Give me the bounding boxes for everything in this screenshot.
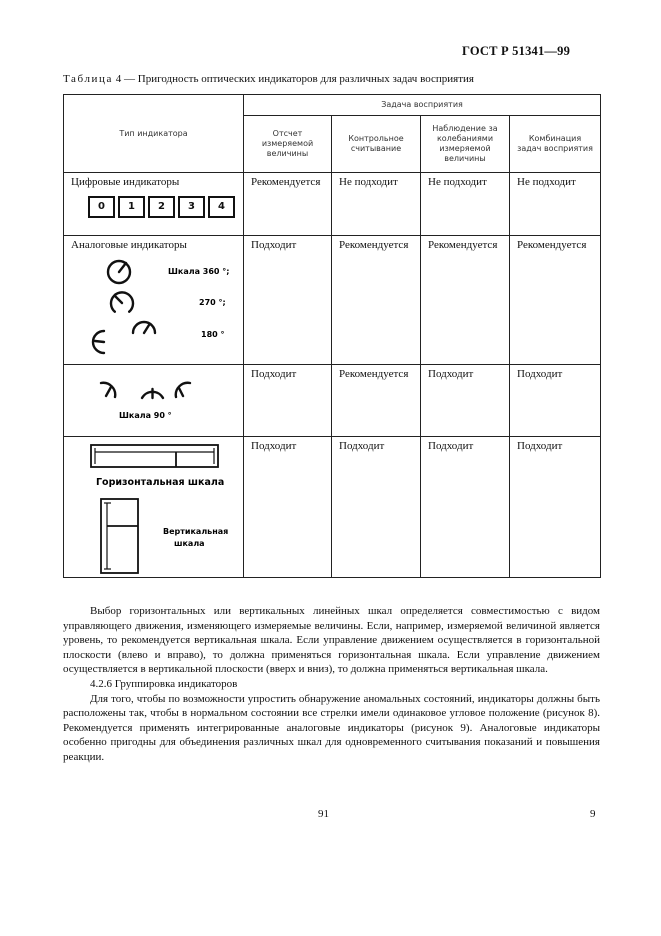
page-number-center: 91 <box>318 808 329 820</box>
col-header-task-4: Комбинация задач восприятия <box>510 116 601 173</box>
value-cell: Рекомендуется <box>510 236 601 365</box>
value-cell: Рекомендуется <box>332 365 421 437</box>
scale-180-label: 180 ° <box>201 330 225 339</box>
paragraph-grouping: Для того, чтобы по возможности упростить обнаружение аномальных состояний, индикаторы должны быть расположены так, чтобы в нормальном состоянии все стрелки имели одинаковое угловое положение (рисунок 8). Рекомендуется применять интегрированные аналоговые индикаторы (рисунок 9). Аналоговые индикаторы особенно пригодны для объединения различных шкал для одновременного считывания показаний и повышения реакции. <box>63 692 600 763</box>
digit-box: 4 <box>208 196 235 218</box>
section-heading: 4.2.6 Группировка индикаторов <box>90 677 238 690</box>
value-cell: Подходит <box>421 437 510 578</box>
value-cell: Не подходит <box>332 173 421 236</box>
value-cell: Подходит <box>421 365 510 437</box>
value-cell: Рекомендуется <box>244 173 332 236</box>
digit-box: 1 <box>118 196 145 218</box>
vertical-scale-label-line2: шкала <box>174 539 205 548</box>
value-cell: Не подходит <box>421 173 510 236</box>
value-cell: Подходит <box>510 365 601 437</box>
col-header-task: Задача восприятия <box>244 95 601 116</box>
value-cell: Рекомендуется <box>332 236 421 365</box>
dial-180-top-icon <box>133 322 155 333</box>
digit-box: 2 <box>148 196 175 218</box>
value-cell: Подходит <box>244 437 332 578</box>
vertical-scale-icon <box>101 499 138 573</box>
value-cell: Подходит <box>244 236 332 365</box>
body-text <box>63 604 600 765</box>
row-label-digital: Цифровые индикаторы <box>71 176 180 188</box>
digit-box: 0 <box>88 196 115 218</box>
col-header-task-3: Наблюдение за колебаниями измеряемой величины <box>421 116 510 173</box>
table-row <box>64 365 601 437</box>
vertical-scale-label-line1: Вертикальная <box>163 527 229 536</box>
dials-90-illustration <box>64 365 244 435</box>
row-label-analog: Аналоговые индикаторы <box>71 239 187 251</box>
indicator-cell-digital <box>64 173 244 236</box>
dial-90-c-icon <box>176 383 190 397</box>
digital-display-illustration <box>88 196 243 218</box>
dial-270-icon <box>111 292 133 311</box>
scale-90-label: Шкала 90 ° <box>119 411 172 420</box>
digit-box: 3 <box>178 196 205 218</box>
dial-360-icon <box>108 261 130 283</box>
indicator-cell-analog <box>64 236 244 365</box>
dial-90-a-icon <box>101 383 115 397</box>
suitability-table <box>63 94 601 578</box>
horizontal-scale-label: Горизонтальная шкала <box>96 477 225 488</box>
col-header-type: Тип индикатора <box>64 95 244 173</box>
linear-scales-illustration <box>64 437 244 577</box>
table-caption <box>63 73 474 85</box>
scale-360-label: Шкала 360 °; <box>168 267 230 276</box>
value-cell: Подходит <box>510 437 601 578</box>
paragraph-scales: Выбор горизонтальных или вертикальных линейных шкал определяется совместимостью с видом управляющего движения, изменяющего измеряемые величины. Если, например, измеряемой величиной является уровень, то рекомендуется вертикальная шкала. Если управление движением осуществляется в горизонтальной плоскости (влево и вправо), то должна применяться горизонтальная шкала. Если управление движением осуществляется в вертикальной плоскости (вверх и вниз), то должна применяться вертикальная шкала. <box>63 605 600 676</box>
col-header-task-1: Отсчет измеряемой величины <box>244 116 332 173</box>
value-cell: Рекомендуется <box>421 236 510 365</box>
caption-text: 4 — Пригодность оптических индикаторов для различных задач восприятия <box>113 73 474 85</box>
scale-270-label: 270 °; <box>199 298 226 307</box>
table-row <box>64 173 601 236</box>
standard-number: ГОСТ Р 51341—99 <box>462 44 571 58</box>
page-number-right: 9 <box>590 808 596 820</box>
table-row <box>64 437 601 578</box>
horizontal-scale-icon <box>91 445 218 467</box>
value-cell: Не подходит <box>510 173 601 236</box>
indicator-cell-linear <box>64 437 244 578</box>
dial-90-b-icon <box>142 389 163 398</box>
dial-180-left-icon <box>93 331 104 353</box>
col-header-task-2: Контрольное считывание <box>332 116 421 173</box>
analog-dials-illustration <box>64 254 244 364</box>
value-cell: Подходит <box>332 437 421 578</box>
value-cell: Подходит <box>244 365 332 437</box>
indicator-cell-scale90 <box>64 365 244 437</box>
table-row <box>64 236 601 365</box>
caption-label: Таблица <box>63 73 113 85</box>
